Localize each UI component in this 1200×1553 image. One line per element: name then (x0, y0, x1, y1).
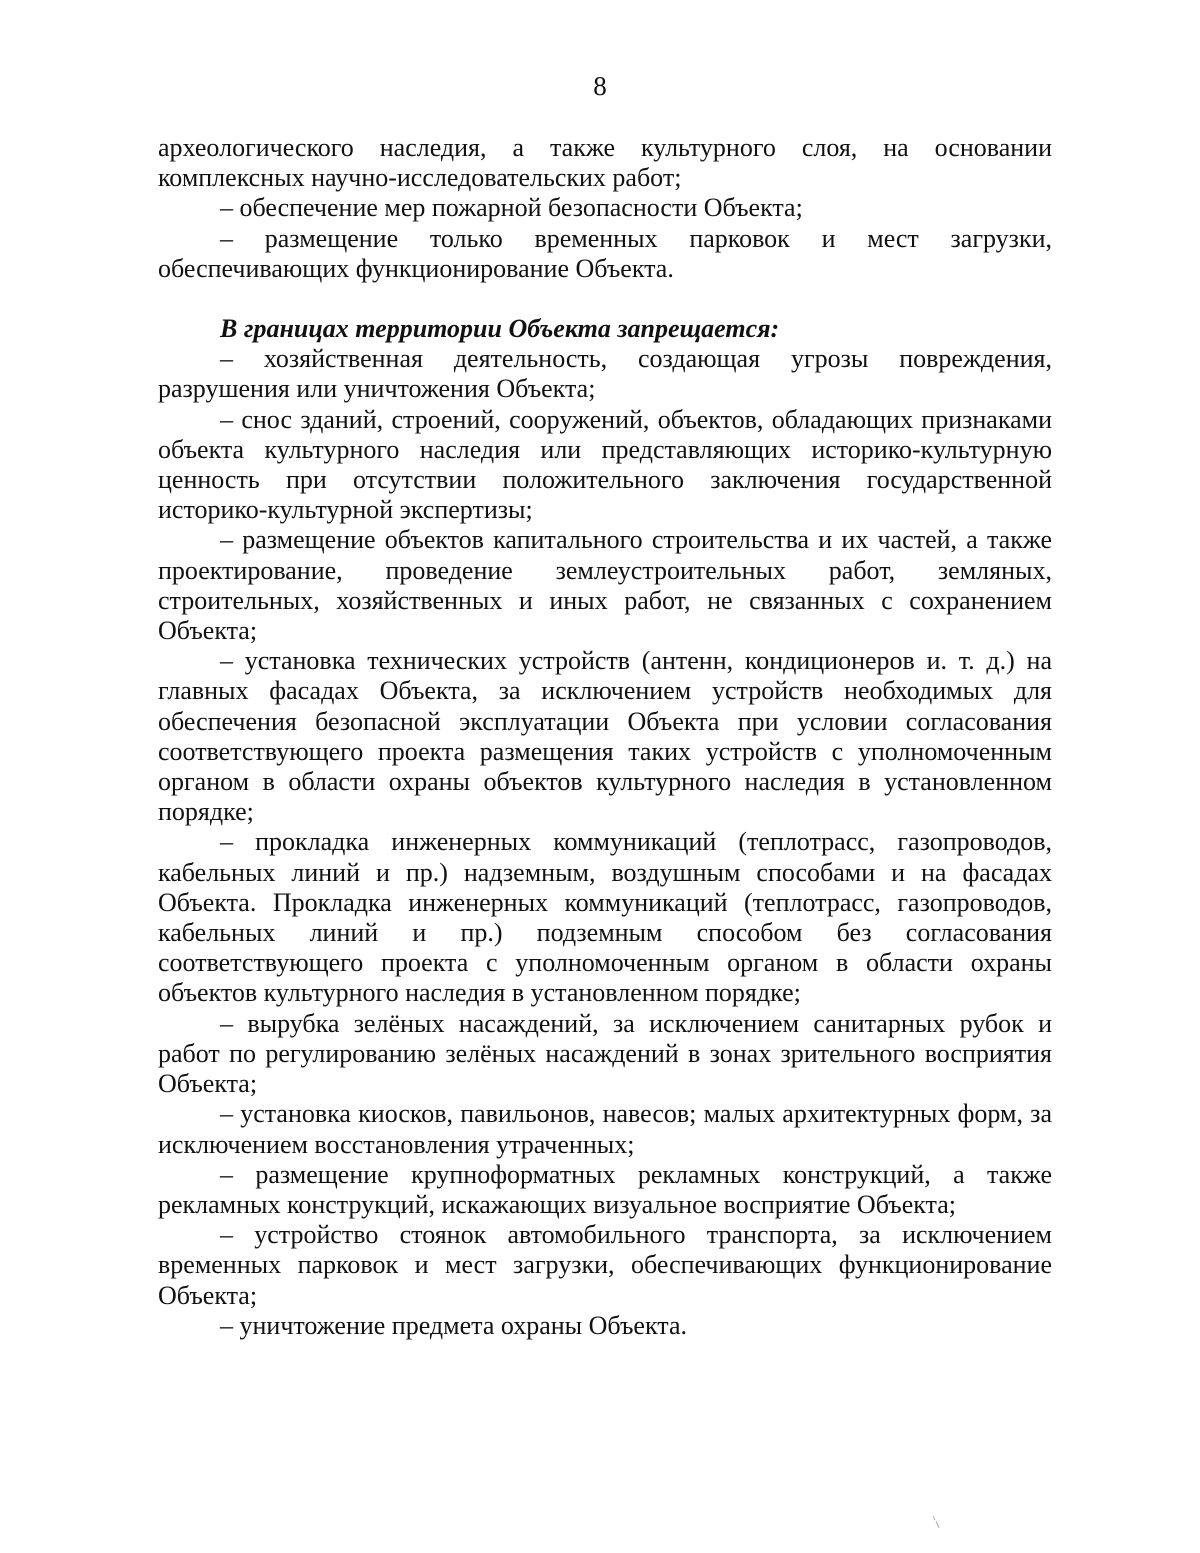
prohibition-item: – вырубка зелёных насаждений, за исключением санитарных рубок и работ по регулированию зелёных насаждений в зонах зрительного восприятия Объекта; (158, 1008, 1052, 1099)
scan-speck (932, 1515, 940, 1529)
prohibition-item: – установка киосков, павильонов, навесов; малых архитектурных форм, за исключением восстановления утраченных; (158, 1099, 1052, 1159)
prohibition-item: – размещение крупноформатных рекламных конструкций, а также рекламных конструкций, искажающих визуальное восприятие Объекта; (158, 1159, 1052, 1219)
page-number: 8 (593, 71, 607, 101)
prohibition-item: – прокладка инженерных коммуникаций (теплотрасс, газопроводов, кабельных линий и пр.) надземным, воздушным способами и на фасадах Объекта. Прокладка инженерных коммуникаций (теплотрасс, газопроводов, кабельных линий и пр.) подземным способом без согласования соответствующего проекта с уполномоченным органом в области охраны объектов культурного наследия в установленном порядке; (158, 827, 1052, 1008)
prohibition-item: – снос зданий, строений, сооружений, объектов, обладающих признаками объекта культурного наследия или представляющих историко-культурную ценность при отсутствии положительного заключения государственной историко-культурной экспертизы; (158, 404, 1052, 525)
paragraph-temporary-parking: – размещение только временных парковок и мест загрузки, обеспечивающих функционирование Объекта. (158, 223, 1052, 283)
prohibition-item: – уничтожение предмета охраны Объекта. (220, 1310, 687, 1340)
prohibition-item: – устройство стоянок автомобильного транспорта, за исключением временных парковок и мест загрузки, обеспечивающих функционирование Объекта; (158, 1220, 1052, 1310)
prohibition-item: – установка технических устройств (антенн, кондиционеров и. т. д.) на главных фасадах Объекта, за исключением устройств необходимых для обеспечения безопасной эксплуатации Объекта при условии согласования соответствующего проекта размещения таких устройств с уполномоченным органом в области охраны объектов культурного наследия в установленном порядке; (158, 646, 1052, 827)
paragraph-continuation: археологического наследия, а также культурного слоя, на основании комплексных научно-исследовательских работ; (158, 133, 1052, 193)
paragraph-fire-safety: – обеспечение мер пожарной безопасности Объекта; (220, 193, 803, 223)
document-body (158, 133, 1052, 1341)
prohibition-item: – размещение объектов капитального строительства и их частей, а также проектирование, проведение землеустроительных работ, земляных, строительных, хозяйственных и иных работ, не связанных с сохранением Объекта; (158, 525, 1052, 646)
prohibition-item: – хозяйственная деятельность, создающая угрозы повреждения, разрушения или уничтожения Объекта; (158, 344, 1052, 404)
section-heading: В границах территории Объекта запрещается: (220, 314, 780, 344)
